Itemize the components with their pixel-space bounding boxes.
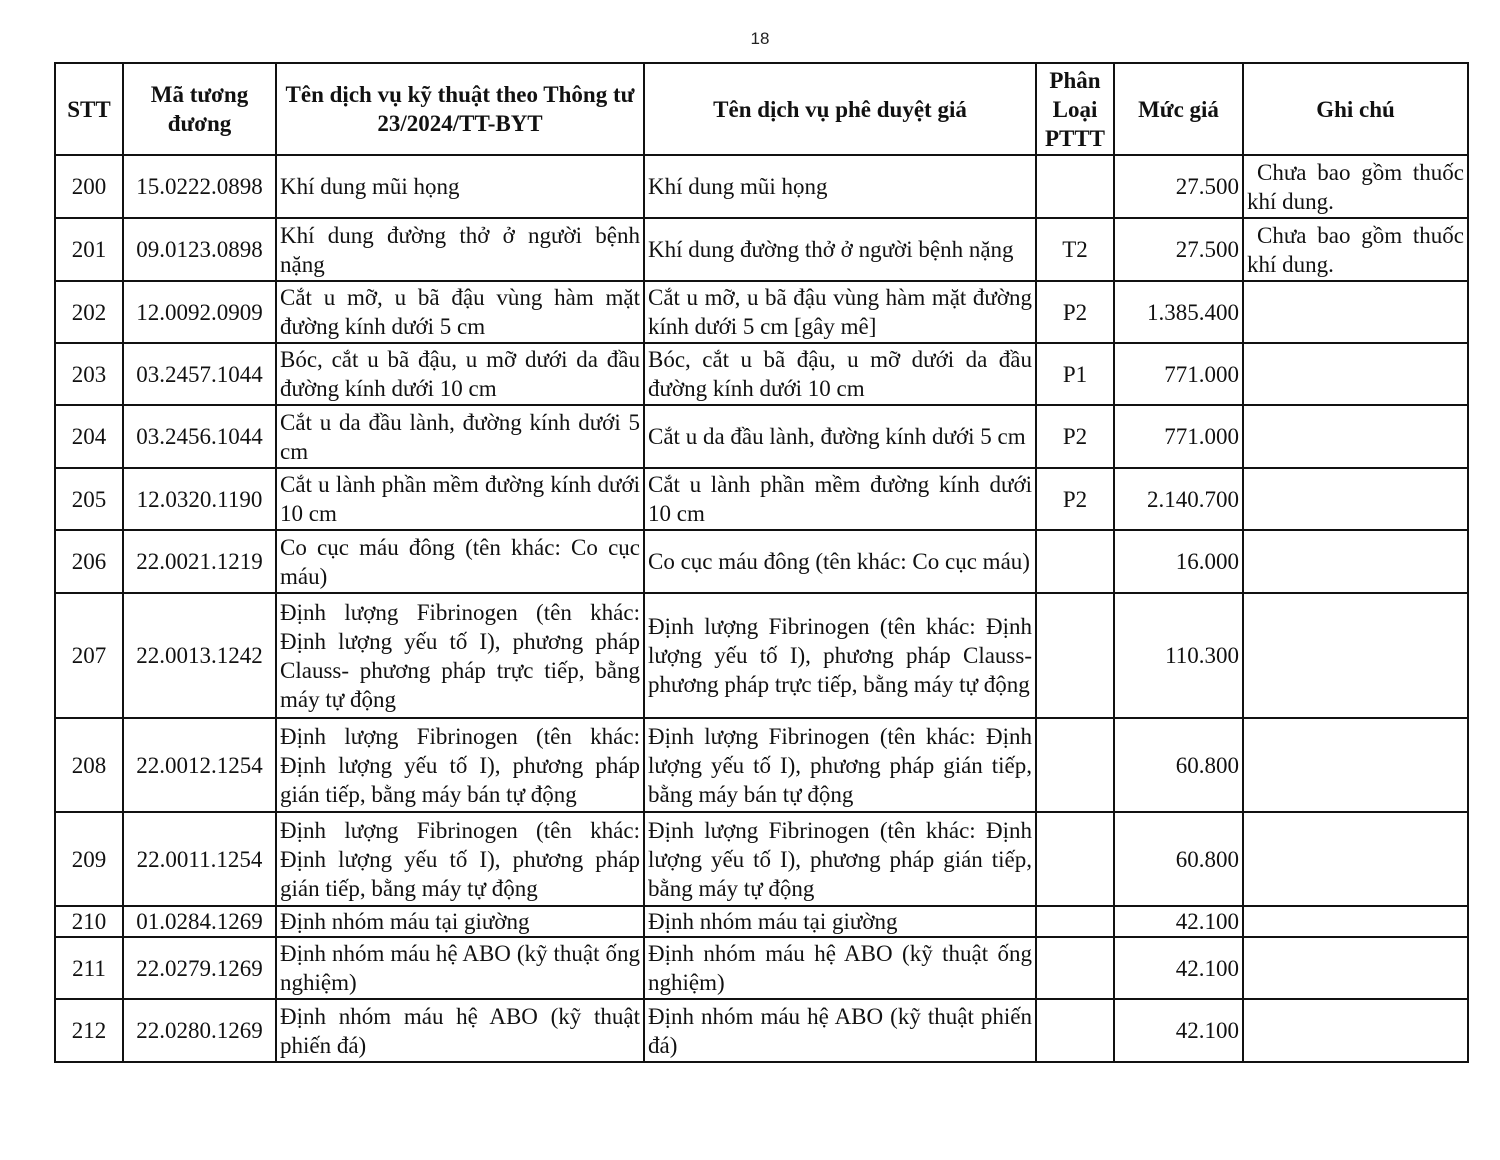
approved-name-cell: Định lượng Fibrinogen (tên khác: Định lượng yếu tố I), phương pháp gián tiếp, bằng máy bán tự động [644, 718, 1036, 812]
classification-cell [1036, 530, 1114, 593]
stt-cell: 211 [55, 937, 123, 999]
table-row [55, 530, 1468, 593]
stt-cell: 201 [55, 218, 123, 281]
stt-cell: 200 [55, 155, 123, 218]
price-cell: 60.800 [1114, 718, 1243, 812]
stt-cell: 204 [55, 405, 123, 468]
note-cell [1243, 906, 1468, 937]
price-cell: 771.000 [1114, 405, 1243, 468]
header-stt: STT [55, 63, 123, 155]
page-number: 18 [750, 29, 770, 48]
table-body [55, 155, 1468, 1062]
table-row [55, 468, 1468, 530]
note-cell [1243, 937, 1468, 999]
code-cell: 15.0222.0898 [123, 155, 276, 218]
approved-name-cell: Định lượng Fibrinogen (tên khác: Định lượng yếu tố I), phương pháp Clauss- phương pháp trực tiếp, bằng máy tự động [644, 593, 1036, 718]
table-row [55, 218, 1468, 281]
approved-name-cell: Cắt u da đầu lành, đường kính dưới 5 cm [644, 405, 1036, 468]
price-cell: 60.800 [1114, 812, 1243, 906]
header-price: Mức giá [1114, 63, 1243, 155]
stt-cell: 202 [55, 281, 123, 343]
note-cell [1243, 281, 1468, 343]
note-text: Chưa bao gồm thuốc khí dung. [1247, 222, 1464, 277]
approved-name-cell: Khí dung đường thở ở người bệnh nặng [644, 218, 1036, 281]
note-cell [1243, 530, 1468, 593]
stt-cell: 209 [55, 812, 123, 906]
table-header-row [55, 63, 1468, 155]
code-cell: 01.0284.1269 [123, 906, 276, 937]
service-name-cell: Bóc, cắt u bã đậu, u mỡ dưới da đầu đường kính dưới 10 cm [276, 343, 644, 405]
approved-name-cell: Định nhóm máu tại giường [644, 906, 1036, 937]
table-row [55, 405, 1468, 468]
stt-cell: 206 [55, 530, 123, 593]
service-name-cell: Định lượng Fibrinogen (tên khác: Định lượng yếu tố I), phương pháp gián tiếp, bằng máy tự động [276, 812, 644, 906]
code-cell: 03.2457.1044 [123, 343, 276, 405]
stt-cell: 208 [55, 718, 123, 812]
service-name-cell: Định nhóm máu hệ ABO (kỹ thuật phiến đá) [276, 999, 644, 1062]
stt-cell: 207 [55, 593, 123, 718]
code-cell: 22.0280.1269 [123, 999, 276, 1062]
table-row [55, 812, 1468, 906]
classification-cell [1036, 593, 1114, 718]
service-price-table [54, 62, 1469, 1063]
price-cell: 42.100 [1114, 999, 1243, 1062]
code-cell: 03.2456.1044 [123, 405, 276, 468]
table-row [55, 937, 1468, 999]
service-name-cell: Định nhóm máu tại giường [276, 906, 644, 937]
price-cell: 771.000 [1114, 343, 1243, 405]
classification-cell [1036, 812, 1114, 906]
approved-name-cell: Định nhóm máu hệ ABO (kỹ thuật phiến đá) [644, 999, 1036, 1062]
note-cell [1243, 999, 1468, 1062]
header-classification: Phân Loại PTTT [1036, 63, 1114, 155]
code-cell: 12.0092.0909 [123, 281, 276, 343]
stt-cell: 205 [55, 468, 123, 530]
price-cell: 27.500 [1114, 155, 1243, 218]
code-cell: 22.0012.1254 [123, 718, 276, 812]
price-cell: 1.385.400 [1114, 281, 1243, 343]
note-cell [1243, 218, 1468, 281]
price-cell: 27.500 [1114, 218, 1243, 281]
service-name-cell: Cắt u mỡ, u bã đậu vùng hàm mặt đường kính dưới 5 cm [276, 281, 644, 343]
service-name-cell: Co cục máu đông (tên khác: Co cục máu) [276, 530, 644, 593]
table-row [55, 343, 1468, 405]
header-service-name: Tên dịch vụ kỹ thuật theo Thông tư 23/2024/TT-BYT [276, 63, 644, 155]
classification-cell [1036, 937, 1114, 999]
service-name-cell: Định lượng Fibrinogen (tên khác: Định lượng yếu tố I), phương pháp Clauss- phương pháp trực tiếp, bằng máy tự động [276, 593, 644, 718]
service-name-cell: Khí dung mũi họng [276, 155, 644, 218]
price-cell: 42.100 [1114, 906, 1243, 937]
note-cell [1243, 343, 1468, 405]
classification-cell: P2 [1036, 405, 1114, 468]
table-row [55, 718, 1468, 812]
table-row [55, 999, 1468, 1062]
approved-name-cell: Định nhóm máu hệ ABO (kỹ thuật ống nghiệm) [644, 937, 1036, 999]
code-cell: 09.0123.0898 [123, 218, 276, 281]
price-cell: 2.140.700 [1114, 468, 1243, 530]
service-name-cell: Khí dung đường thở ở người bệnh nặng [276, 218, 644, 281]
classification-cell: P1 [1036, 343, 1114, 405]
table-row [55, 593, 1468, 718]
price-cell: 110.300 [1114, 593, 1243, 718]
stt-cell: 203 [55, 343, 123, 405]
header-code: Mã tương đương [123, 63, 276, 155]
approved-name-cell: Bóc, cắt u bã đậu, u mỡ dưới da đầu đường kính dưới 10 cm [644, 343, 1036, 405]
note-text: Chưa bao gồm thuốc khí dung. [1247, 159, 1464, 214]
table-row [55, 281, 1468, 343]
classification-cell [1036, 718, 1114, 812]
note-cell [1243, 155, 1468, 218]
header-note: Ghi chú [1243, 63, 1468, 155]
approved-name-cell: Cắt u lành phần mềm đường kính dưới 10 cm [644, 468, 1036, 530]
code-cell: 22.0011.1254 [123, 812, 276, 906]
stt-cell: 210 [55, 906, 123, 937]
note-cell [1243, 718, 1468, 812]
price-cell: 42.100 [1114, 937, 1243, 999]
classification-cell: P2 [1036, 468, 1114, 530]
table-row [55, 155, 1468, 218]
classification-cell: T2 [1036, 218, 1114, 281]
classification-cell [1036, 155, 1114, 218]
classification-cell: P2 [1036, 281, 1114, 343]
approved-name-cell: Co cục máu đông (tên khác: Co cục máu) [644, 530, 1036, 593]
code-cell: 22.0279.1269 [123, 937, 276, 999]
service-name-cell: Định nhóm máu hệ ABO (kỹ thuật ống nghiệm) [276, 937, 644, 999]
approved-name-cell: Định lượng Fibrinogen (tên khác: Định lượng yếu tố I), phương pháp gián tiếp, bằng máy tự động [644, 812, 1036, 906]
classification-cell [1036, 999, 1114, 1062]
header-approved-name: Tên dịch vụ phê duyệt giá [644, 63, 1036, 155]
note-cell [1243, 405, 1468, 468]
note-cell [1243, 812, 1468, 906]
service-name-cell: Cắt u lành phần mềm đường kính dưới 10 cm [276, 468, 644, 530]
service-name-cell: Định lượng Fibrinogen (tên khác: Định lượng yếu tố I), phương pháp gián tiếp, bằng máy bán tự động [276, 718, 644, 812]
classification-cell [1036, 906, 1114, 937]
approved-name-cell: Cắt u mỡ, u bã đậu vùng hàm mặt đường kính dưới 5 cm [gây mê] [644, 281, 1036, 343]
approved-name-cell: Khí dung mũi họng [644, 155, 1036, 218]
code-cell: 12.0320.1190 [123, 468, 276, 530]
stt-cell: 212 [55, 999, 123, 1062]
code-cell: 22.0013.1242 [123, 593, 276, 718]
service-name-cell: Cắt u da đầu lành, đường kính dưới 5 cm [276, 405, 644, 468]
note-cell [1243, 593, 1468, 718]
table-row [55, 906, 1468, 937]
code-cell: 22.0021.1219 [123, 530, 276, 593]
note-cell [1243, 468, 1468, 530]
price-cell: 16.000 [1114, 530, 1243, 593]
